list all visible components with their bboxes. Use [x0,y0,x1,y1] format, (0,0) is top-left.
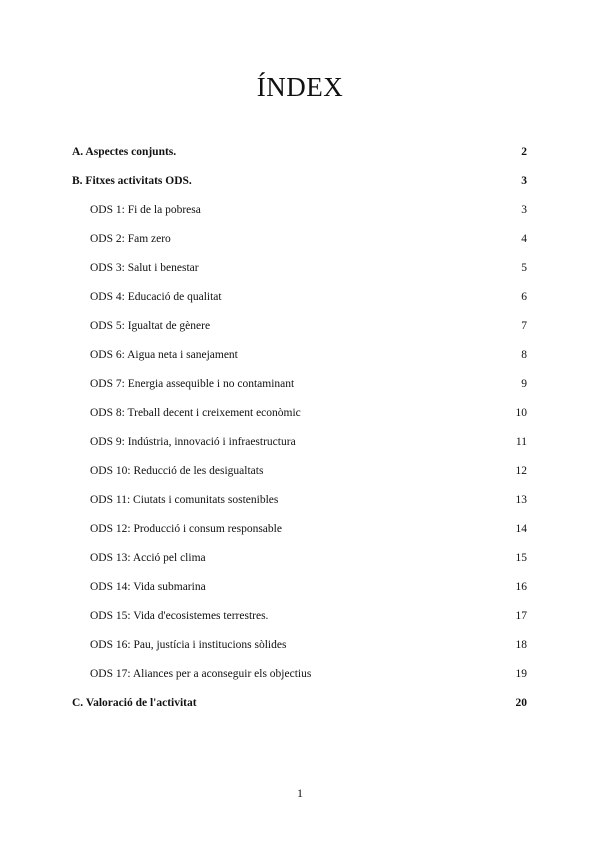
toc-sub-entry[interactable] [72,202,527,231]
toc-entry-page: 18 [515,639,527,651]
toc-entry-label: ODS 14: Vida submarina [90,581,206,593]
toc-entry-label: ODS 1: Fi de la pobresa [90,204,201,216]
page-number: 1 [297,786,303,800]
toc-entry-label: ODS 7: Energia assequible i no contaminant [90,378,295,390]
toc-entry-page: 19 [515,668,527,680]
toc-entry-page: 12 [515,465,527,477]
toc-entry-page: 9 [521,378,527,390]
toc-sub-entry[interactable] [72,289,527,318]
toc-entry-label: ODS 5: Igualtat de gènere [90,320,211,332]
toc-entry-page: 4 [521,233,527,245]
toc-entry-label: ODS 15: Vida d'ecosistemes terrestres. [90,610,269,622]
toc-entry-page: 8 [521,349,527,361]
toc-entry-label: A. Aspectes conjunts. [72,146,177,158]
toc-entry-page: 17 [515,610,527,622]
toc-sub-entry[interactable] [72,405,527,434]
toc-entry-label: ODS 4: Educació de qualitat [90,291,222,303]
toc-entry-label: ODS 3: Salut i benestar [90,262,199,274]
toc-sub-entry[interactable] [72,579,527,608]
toc-entry-label: C. Valoració de l'activitat [72,697,197,709]
toc-sub-entry[interactable] [72,550,527,579]
toc-sub-entry[interactable] [72,666,527,695]
toc-sub-entry[interactable] [72,260,527,289]
toc-entry-page: 11 [515,436,527,448]
toc-entry-page: 15 [515,552,527,564]
toc-sub-entry[interactable] [72,463,527,492]
toc-sub-entry[interactable] [72,521,527,550]
toc-sub-entry[interactable] [72,318,527,347]
toc-entry-label: ODS 10: Reducció de les desigualtats [90,465,264,477]
toc-sub-entry[interactable] [72,492,527,521]
toc-entry-label: ODS 12: Producció i consum responsable [90,523,282,535]
toc-entry-page: 16 [515,581,527,593]
toc-entry-label: ODS 17: Aliances per a aconseguir els objectius [90,668,312,680]
toc-entry-page: 7 [521,320,527,332]
toc-sub-entry[interactable] [72,347,527,376]
toc-entry-label: ODS 2: Fam zero [90,233,171,245]
toc-entry-page: 3 [521,175,527,187]
toc-entry-page: 2 [521,146,527,158]
toc-entry-page: 14 [515,523,527,535]
toc-entry-page: 5 [521,262,527,274]
toc-section-entry[interactable] [72,695,527,724]
toc-entry-label: ODS 9: Indústria, innovació i infraestructura [90,436,296,448]
toc-sub-entry[interactable] [72,637,527,666]
toc-entry-page: 13 [515,494,527,506]
toc-entry-label: B. Fitxes activitats ODS. [72,175,192,187]
toc-entry-page: 6 [521,291,527,303]
toc-sub-entry[interactable] [72,608,527,637]
toc-entry-label: ODS 6: Aigua neta i sanejament [90,349,238,361]
toc-entry-page: 20 [515,697,527,709]
toc-entry-page: 3 [521,204,527,216]
toc-entry-label: ODS 16: Pau, justícia i institucions sòlides [90,639,287,651]
toc-entry-page: 10 [515,407,527,419]
toc-entry-label: ODS 11: Ciutats i comunitats sostenibles [90,494,279,506]
toc-entry-label: ODS 13: Acció pel clima [90,552,206,564]
toc-sub-entry[interactable] [72,434,527,463]
toc-entry-label: ODS 8: Treball decent i creixement econòmic [90,407,301,419]
table-of-contents [72,144,527,724]
toc-section-entry[interactable] [72,144,527,173]
toc-sub-entry[interactable] [72,231,527,260]
toc-section-entry[interactable] [72,173,527,202]
page-title: ÍNDEX [256,72,344,102]
toc-sub-entry[interactable] [72,376,527,405]
